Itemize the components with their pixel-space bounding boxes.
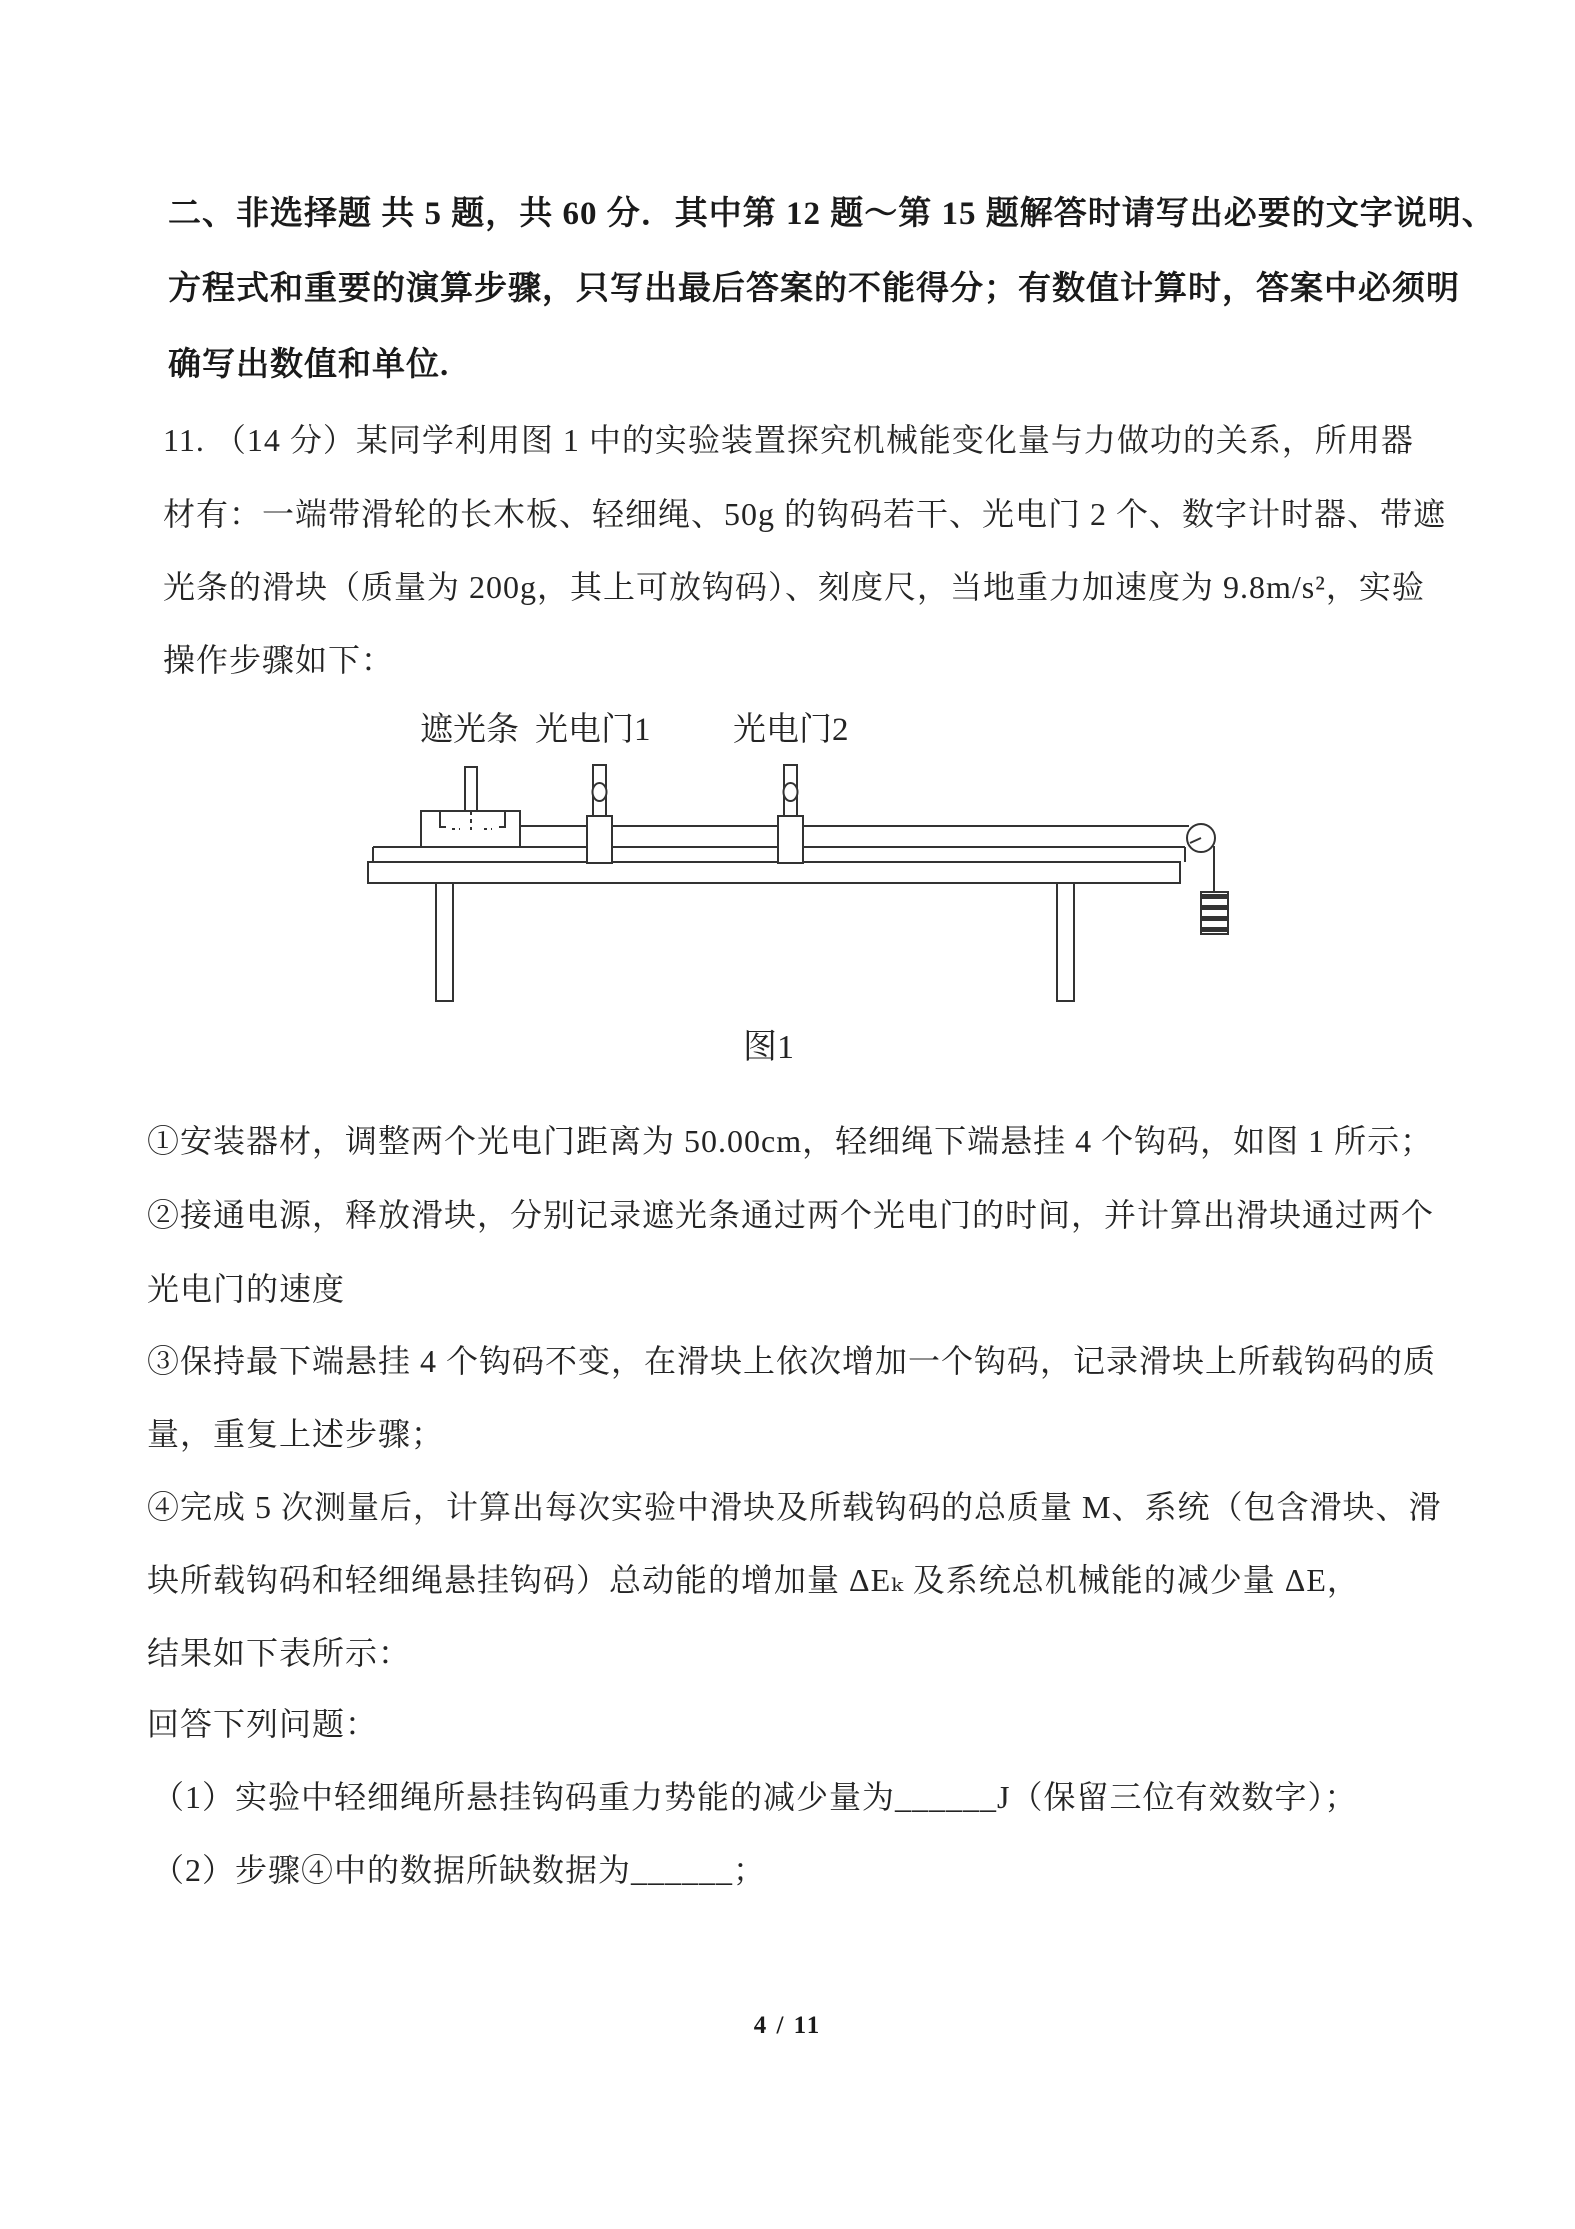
table-leg-right <box>1057 883 1074 1001</box>
question11-intro-line-3: 光条的滑块（质量为 200g，其上可放钩码）、刻度尺，当地重力加速度为 9.8m/s²，实验 <box>163 569 1425 605</box>
question11-intro-line-4: 操作步骤如下： <box>163 642 395 678</box>
sub-question-1: （1）实验中轻细绳所悬挂钩码重力势能的减少量为______J（保留三位有效数字）； <box>152 1779 1358 1815</box>
photogate-2 <box>778 765 803 863</box>
answer-prompt-line: 回答下列问题： <box>147 1706 379 1742</box>
section-header-line-3: 确写出数值和单位. <box>168 347 450 383</box>
results-note-line: 结果如下表所示： <box>147 1635 412 1671</box>
section-header-line-2: 方程式和重要的演算步骤，只写出最后答案的不能得分；有数值计算时，答案中必须明 <box>168 271 1460 307</box>
apparatus-diagram <box>300 680 1350 1100</box>
shutter-strip <box>465 767 477 811</box>
question11-intro-line-2: 材有：一端带滑轮的长木板、轻细绳、50g 的钩码若干、光电门 2 个、数字计时器、带遮 <box>163 496 1447 532</box>
slider-block <box>421 767 520 847</box>
page-number: 4 / 11 <box>753 2012 822 2039</box>
table-top <box>368 862 1180 883</box>
photogate2-label: 光电门2 <box>733 712 849 748</box>
figure-caption: 图1 <box>743 1029 794 1066</box>
table-leg-left <box>436 883 453 1001</box>
step-4-line-1: ④完成 5 次测量后，计算出每次实验中滑块及所载钩码的总质量 M、系统（包含滑块、滑 <box>147 1489 1442 1525</box>
step-3-line-1: ③保持最下端悬挂 4 个钩码不变，在滑块上依次增加一个钩码，记录滑块上所载钩码的质 <box>147 1343 1437 1379</box>
step-2-line-1: ②接通电源，释放滑块，分别记录遮光条通过两个光电门的时间，并计算出滑块通过两个 <box>147 1197 1435 1233</box>
question11-intro-line-1: 11. （14 分）某同学利用图 1 中的实验装置探究机械能变化量与力做功的关系，所用器 <box>163 422 1414 458</box>
photogate-1 <box>587 765 612 863</box>
step-2-line-2: 光电门的速度 <box>147 1271 346 1307</box>
sub-question-2: （2）步骤④中的数据所缺数据为______； <box>152 1852 767 1888</box>
weight-stack <box>1201 892 1228 934</box>
section-header-line-1: 二、非选择题 共 5 题，共 60 分．其中第 12 题～第 15 题解答时请写出必要的文字说明、 <box>168 196 1496 232</box>
figure-1 <box>300 680 1350 1100</box>
step-1-line: ①安装器材，调整两个光电门距离为 50.00cm，轻细绳下端悬挂 4 个钩码，如图 1 所示； <box>147 1123 1434 1159</box>
shutter-strip-label: 遮光条 <box>420 712 519 748</box>
step-3-line-2: 量，重复上述步骤； <box>147 1416 445 1452</box>
step-4-line-2: 块所载钩码和轻细绳悬挂钩码）总动能的增加量 ΔEₖ 及系统总机械能的减少量 ΔE， <box>147 1562 1360 1598</box>
photogate1-label: 光电门1 <box>535 712 651 748</box>
